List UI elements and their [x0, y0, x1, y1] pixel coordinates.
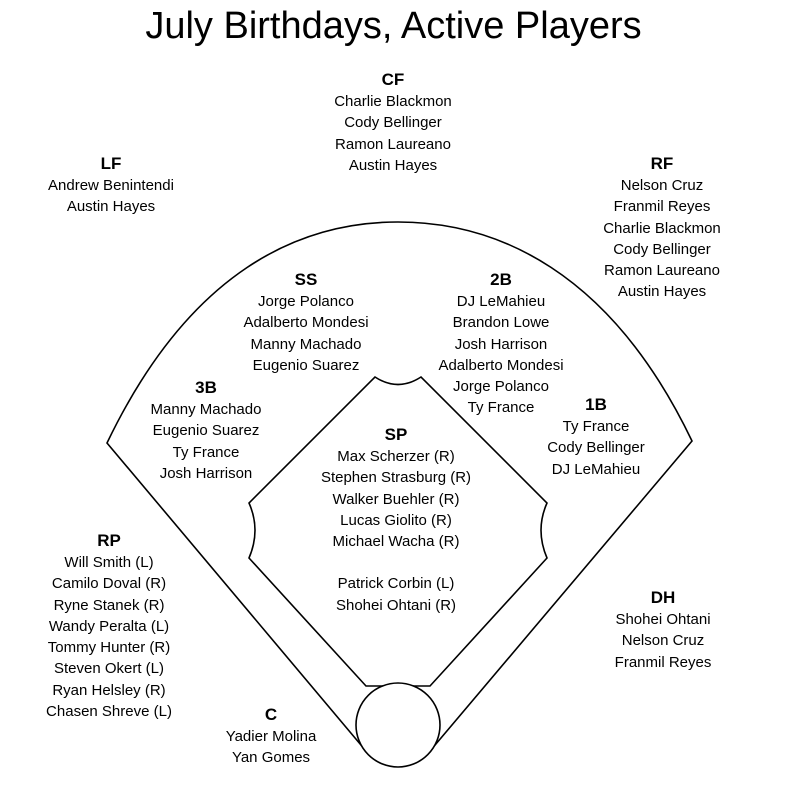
player-name: Charlie Blackmon	[603, 219, 721, 237]
list-spacer	[306, 552, 486, 573]
player-name: Andrew Benintendi	[48, 177, 174, 194]
player-name: Jorge Polanco	[258, 293, 354, 310]
player-name: Tommy Hunter (R)	[47, 639, 171, 657]
position-lf	[31, 153, 191, 218]
player-name: Ty France	[467, 399, 535, 417]
player-name: DJ LeMahieu	[456, 293, 546, 310]
player-name: Shohei Ohtani	[615, 611, 711, 628]
player-name: Ty France	[562, 418, 630, 435]
position-rp	[29, 530, 189, 722]
player-name: Yadier Molina	[225, 728, 317, 745]
position-label: RF	[650, 154, 674, 173]
player-name: Nelson Cruz	[620, 177, 704, 194]
player-name: Eugenio Suarez	[152, 422, 260, 440]
page-title: July Birthdays, Active Players	[145, 5, 642, 47]
position-c	[191, 704, 351, 769]
player-name: Josh Harrison	[159, 464, 253, 482]
position-label: RP	[97, 531, 121, 550]
player-list	[126, 399, 286, 484]
position-sp	[306, 424, 486, 616]
player-name: Brandon Lowe	[452, 314, 550, 332]
player-name: Ryne Stanek (R)	[53, 596, 165, 614]
player-list	[583, 609, 743, 673]
player-name: Josh Harrison	[454, 335, 548, 353]
player-name: Cody Bellinger	[344, 114, 442, 132]
position-3b	[126, 377, 286, 484]
position-label: SP	[384, 425, 408, 444]
position-label: DH	[650, 588, 676, 607]
player-name: Manny Machado	[250, 335, 362, 353]
player-list	[306, 446, 486, 616]
position-rf	[582, 153, 742, 303]
player-name: Chasen Shreve (L)	[46, 703, 172, 721]
position-label: 3B	[195, 378, 217, 397]
player-name: Lucas Giolito (R)	[340, 511, 452, 529]
position-label: C	[264, 705, 278, 724]
player-name: Austin Hayes	[66, 198, 156, 216]
player-name: Eugenio Suarez	[252, 356, 360, 374]
player-name: Austin Hayes	[617, 283, 707, 301]
player-name: Steven Okert (L)	[53, 660, 165, 678]
position-label: SS	[294, 270, 318, 289]
player-name: Nelson Cruz	[621, 632, 705, 650]
player-name: Austin Hayes	[348, 156, 438, 174]
player-name: Max Scherzer (R)	[337, 448, 455, 465]
player-name: Will Smith (L)	[64, 554, 154, 571]
player-name: Stephen Strasburg (R)	[320, 469, 472, 487]
player-name: Franmil Reyes	[613, 198, 711, 216]
player-name: Ty France	[172, 443, 240, 461]
position-1b	[516, 394, 676, 480]
player-name: Camilo Doval (R)	[51, 575, 167, 593]
player-name: Cody Bellinger	[613, 240, 711, 258]
position-label: 2B	[490, 270, 512, 289]
player-name: Shohei Ohtani (R)	[335, 596, 457, 614]
player-list	[226, 291, 386, 376]
player-name: Manny Machado	[150, 401, 262, 418]
player-name: Ramon Laureano	[604, 262, 720, 280]
player-name: DJ LeMahieu	[551, 460, 641, 478]
position-dh	[583, 587, 743, 673]
player-list	[516, 416, 676, 480]
position-ss	[226, 269, 386, 376]
player-name: Yan Gomes	[231, 749, 311, 767]
player-list	[31, 175, 191, 218]
player-name: Adalberto Mondesi	[438, 356, 564, 374]
position-cf	[313, 69, 473, 176]
player-name: Walker Buehler (R)	[332, 490, 460, 508]
position-label: 1B	[585, 395, 607, 414]
player-name: Michael Wacha (R)	[332, 533, 460, 551]
player-list	[191, 726, 351, 769]
position-label: CF	[381, 70, 405, 89]
player-name: Wandy Peralta (L)	[48, 617, 170, 635]
player-name: Cody Bellinger	[547, 439, 645, 457]
player-name: Adalberto Mondesi	[243, 314, 369, 332]
home-plate-circle	[356, 683, 440, 767]
position-label: LF	[100, 154, 122, 173]
player-name: Patrick Corbin (L)	[337, 575, 455, 593]
player-name: Franmil Reyes	[614, 653, 712, 671]
player-list	[582, 175, 742, 303]
player-list	[29, 552, 189, 722]
player-name: Charlie Blackmon	[334, 93, 452, 110]
player-name: Jorge Polanco	[453, 378, 549, 396]
player-name: Ramon Laureano	[335, 135, 451, 153]
player-list	[313, 91, 473, 176]
player-name: Ryan Helsley (R)	[52, 681, 166, 699]
